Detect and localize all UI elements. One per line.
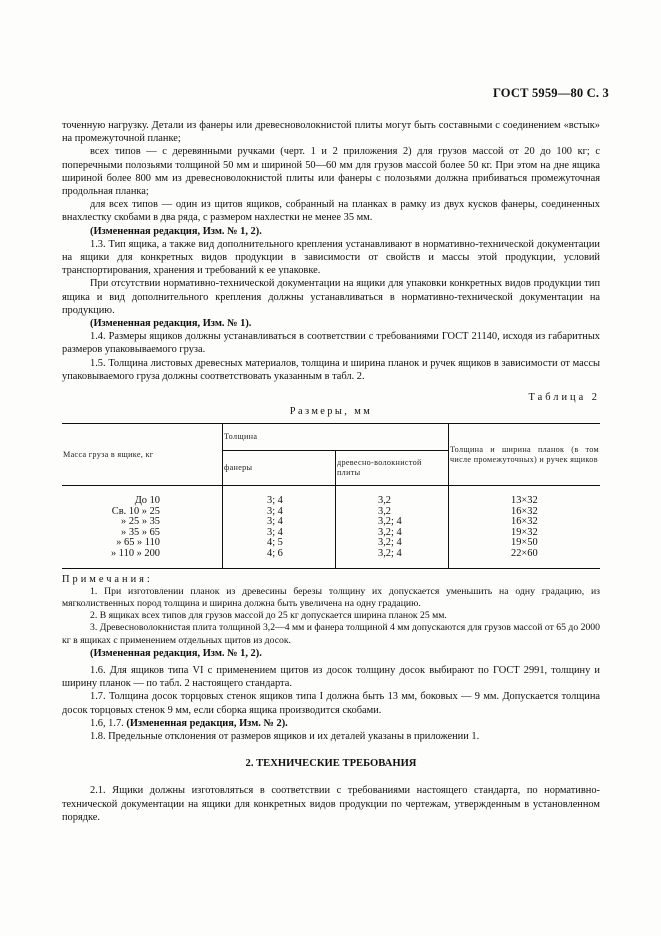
cell-mass: Св. 10 » 25	[62, 507, 223, 518]
table-2	[62, 423, 600, 569]
paragraph: (Измененная редакция, Изм. № 1, 2).	[90, 225, 262, 237]
cell-fiberboard: 3,2; 4	[336, 517, 449, 528]
paragraph: 1.3. Тип ящика, а также вид дополнительного крепления устанавливают в нормативно-технической документации на ящики для конкретных видов продукции в зависимости от свойств и массы этой продукции, условий транспортирования, хранения и требований к ее упаковке.	[62, 238, 600, 277]
table-row	[62, 549, 600, 568]
note-item: 1. При изготовлении планок из древесины березы толщину их допускается уменьшить на одну градацию, из мягколиственных пород толщина и ширина должна быть увеличена на одну градацию.	[62, 585, 600, 610]
table-sizes-label: Размеры, мм	[289, 406, 373, 418]
cell-planks: 19×50	[511, 537, 538, 549]
cell-plywood: 3; 4	[223, 507, 336, 518]
cell-fiberboard: 3,2; 4	[336, 549, 449, 568]
header-mass: Масса груза в ящике, кг	[62, 424, 223, 486]
cell-planks: 19×32	[511, 526, 538, 538]
cell-mass: » 65 » 110	[62, 538, 223, 549]
section-title: 2. ТЕХНИЧЕСКИЕ ТРЕБОВАНИЯ	[245, 758, 417, 770]
paragraph: всех типов — с деревянными ручками (черт. 1 и 2 приложения 2) для грузов массой от 20 до 100 кг; с поперечными полозьями толщиной 50 мм и шириной 50—60 мм для грузов массой более 50 кг. При этом на дне ящика шириной более 800 мм из древесноволокнистой плиты или фанеры с полозьями должна прибиваться промежуточная продольная планка;	[62, 146, 600, 198]
cell-fiberboard: 3,2; 4	[336, 538, 449, 549]
notes-amendment: (Измененная редакция, Изм. № 1, 2).	[90, 647, 262, 659]
cell-planks: 13×32	[511, 495, 538, 507]
amendment-prefix: 1.6, 1.7.	[90, 717, 127, 729]
cell-fiberboard: 3,2; 4	[336, 528, 449, 539]
cell-plywood: 4; 6	[223, 549, 336, 568]
header-plywood: фанеры	[223, 451, 336, 486]
table-caption-row	[62, 391, 600, 405]
paragraph: 1.7. Толщина досок торцовых стенок ящиков типа I должна быть 13 мм, боковых — 9 мм. Допускается толщина досок торцовых стенок 9 мм, если сборка ящика производится скобами.	[62, 691, 600, 716]
header-fiberboard: древесно-волокнистой плиты	[336, 451, 449, 486]
table-body	[62, 486, 600, 569]
cell-planks: 16×32	[511, 505, 538, 517]
header-planks: Толщина и ширина планок (в том числе промежуточных) и ручек ящиков	[449, 424, 601, 486]
paragraph: 1.5. Толщина листовых древесных материалов, толщина и ширина планок и ручек ящиков в зависимости от массы упаковываемого груза должны соответствовать указанным в табл. 2.	[62, 357, 600, 382]
cell-fiberboard: 3,2	[336, 507, 449, 518]
header-thickness: Толщина	[223, 424, 449, 451]
cell-fiberboard: 3,2	[336, 486, 449, 507]
table-row	[62, 486, 600, 507]
cell-mass: » 25 » 35	[62, 517, 223, 528]
notes-list	[62, 586, 600, 647]
cell-planks: 22×60	[511, 548, 538, 560]
cell-planks: 16×32	[511, 516, 538, 528]
paragraph-2-1: 2.1. Ящики должны изготовляться в соответствии с требованиями настоящего стандарта, по нормативно-технической документации на ящики для конкретных видов продукции по чертежам, утвержденным в установленном порядке.	[62, 785, 600, 823]
paragraph: 1.6. Для ящиков типа VI с применением щитов из досок толщину досок выбирают по ГОСТ 2991, толщину и ширину планок — по табл. 2 настоящего стандарта.	[62, 665, 600, 690]
cell-plywood: 3; 4	[223, 528, 336, 539]
paragraphs-block-2	[62, 664, 600, 717]
amendment-1-6-1-7	[62, 717, 600, 730]
table-caption: Таблица 2	[528, 392, 600, 404]
paragraph: При отсутствии нормативно-технической документации на ящики для упаковки конкретных видов продукции тип ящика и вид дополнительного крепления должны устанавливаться в нормативно-технической документации на продукцию.	[62, 278, 600, 316]
cell-plywood: 3; 4	[223, 517, 336, 528]
note-item: 2. В ящиках всех типов для грузов массой до 25 кг допускается ширина планок 25 мм.	[90, 610, 447, 622]
paragraph-1-8: 1.8. Предельные отклонения от размеров ящиков и их деталей указаны в приложении 1.	[90, 731, 480, 743]
note-item: 3. Древесноволокнистая плита толщиной 3,2—4 мм и фанера толщиной 4 мм допускаются для грузов массой от 65 до 2000 кг в ящиках с применением отдельных щитов из досок.	[62, 622, 600, 646]
cell-mass: » 110 » 200	[62, 549, 223, 568]
page-content	[62, 119, 600, 824]
amendment-bold: (Измененная редакция, Изм. № 2).	[126, 717, 288, 729]
paragraph: точенную нагрузку. Детали из фанеры или древесноволокнистой плиты могут быть составными с соединением «встык» на промежуточной планке;	[62, 120, 600, 145]
cell-mass: До 10	[62, 486, 223, 507]
paragraph: (Измененная редакция, Изм. № 1).	[90, 318, 252, 330]
cell-mass: » 35 » 65	[62, 528, 223, 539]
cell-plywood: 4; 5	[223, 538, 336, 549]
page-header: ГОСТ 5959—80 С. 3	[492, 86, 609, 100]
paragraphs-block-1	[62, 119, 600, 383]
cell-plywood: 3; 4	[223, 486, 336, 507]
paragraph: для всех типов — один из щитов ящиков, собранный на планках в рамку из двух кусков фанеры, соединенных внахлестку скобами в два ряда, с размером нахлестки не менее 35 мм.	[62, 199, 600, 224]
notes-title: Примечания:	[62, 573, 153, 585]
paragraph: 1.4. Размеры ящиков должны устанавливаться в соответствии с требованиями ГОСТ 21140, исходя из габаритных размеров упаковываемого груза.	[62, 331, 600, 356]
